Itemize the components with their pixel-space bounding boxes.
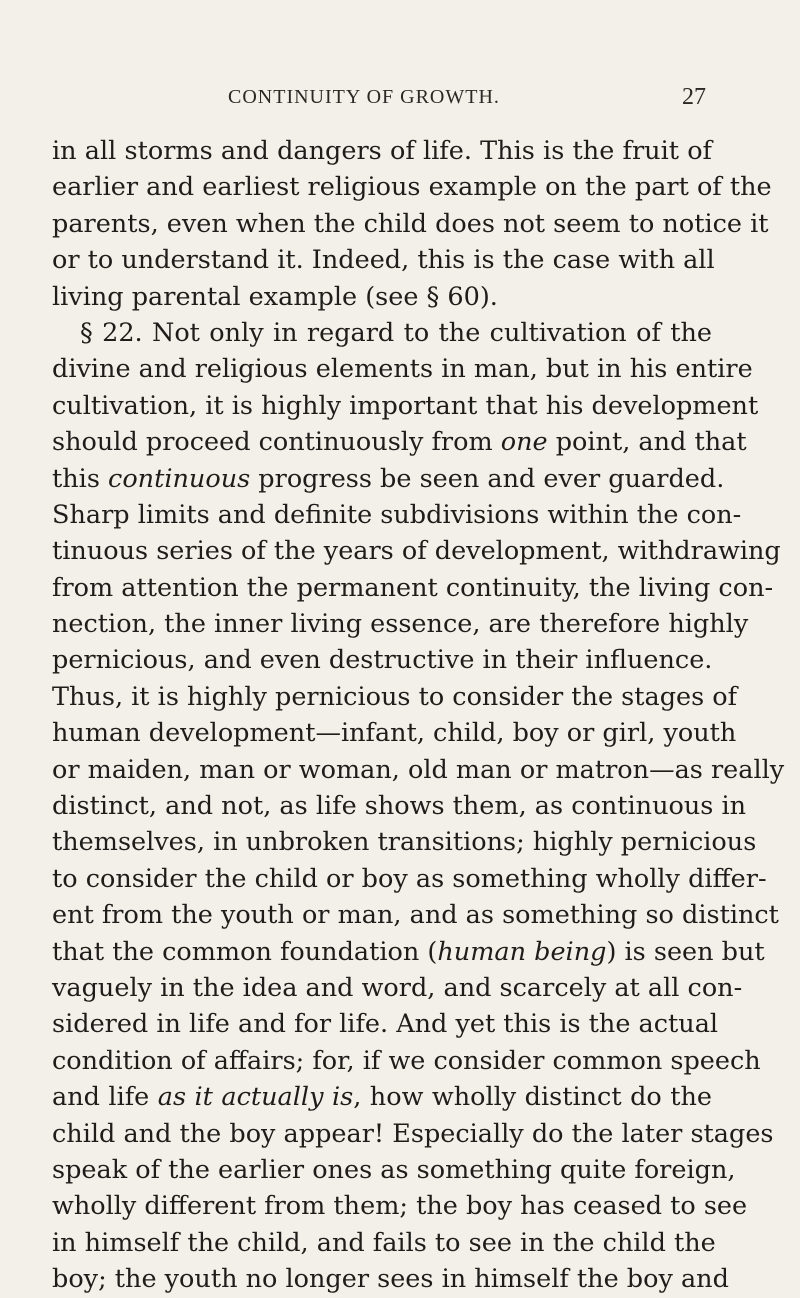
text-segment: human development—infant, child, boy or girl, youth [52, 718, 737, 749]
text-line [52, 642, 712, 678]
text-line [52, 242, 715, 278]
text-segment: from attention the permanent continuity, the living con- [52, 572, 774, 603]
text-line [52, 169, 772, 205]
text-line [52, 934, 765, 970]
text-segment: pernicious, and even destructive in their influence. [52, 645, 713, 676]
text-segment: tinuous series of the years of development, withdrawing [52, 536, 781, 567]
text-segment: vaguely in the idea and word, and scarcely at all con- [52, 972, 743, 1003]
text-line [52, 351, 753, 387]
italic-segment: as it actually is [157, 1082, 354, 1113]
text-line [52, 897, 779, 933]
text-segment: to consider the child or boy as something wholly differ- [52, 863, 767, 894]
text-segment: condition of affairs; for, if we consider common speech [52, 1045, 761, 1076]
text-segment: Thus, it is highly pernicious to consider the stages of [52, 681, 738, 712]
text-line [52, 461, 725, 497]
text-segment: ent from the youth or man, and as something so distinct [52, 900, 779, 931]
text-segment: nection, the inner living essence, are therefore highly [52, 609, 749, 640]
text-segment: or maiden, man or woman, old man or matron—as really [52, 754, 785, 785]
text-segment: , how wholly distinct do the [353, 1082, 712, 1113]
text-line [52, 1116, 774, 1152]
text-line [52, 279, 712, 315]
text-segment: that the common foundation ( [52, 936, 438, 967]
text-segment: cultivation, it is highly important that his development [52, 390, 759, 421]
text-line [52, 533, 781, 569]
body-text [52, 133, 785, 1298]
text-segment: this [52, 463, 109, 494]
text-line [52, 1043, 761, 1079]
text-segment: should proceed continuously from [52, 427, 501, 458]
text-segment: themselves, in unbroken transitions; highly pernicious [52, 827, 757, 858]
text-line [52, 424, 747, 460]
italic-segment: one [500, 427, 548, 458]
italic-segment: human being [437, 936, 607, 967]
text-line [52, 861, 767, 897]
text-line [52, 1006, 719, 1042]
text-line [52, 752, 785, 788]
text-line [52, 970, 743, 1006]
running-head [0, 86, 800, 110]
text-segment: sidered in life and for life. And yet this is the actual [52, 1009, 719, 1040]
page-number: 27 [682, 84, 706, 110]
text-segment: divine and religious elements in man, but in his entire [52, 354, 753, 385]
text-segment: living parental example (see § 60). [52, 281, 498, 312]
text-segment: ) is seen but [606, 936, 765, 967]
text-segment: in all storms and dangers of life. This is the fruit of [52, 136, 712, 166]
text-line [52, 606, 749, 642]
text-line [52, 1188, 748, 1224]
text-segment: or to understand it. Indeed, this is the case with all [52, 245, 715, 276]
text-line [52, 1225, 716, 1261]
text-line [52, 133, 712, 169]
text-line [52, 388, 759, 424]
text-segment: parents, even when the child does not seem to notice it [52, 208, 769, 239]
text-line [52, 570, 774, 606]
italic-segment: continuous [108, 463, 251, 494]
text-segment: earlier and earliest religious example on the part of the [52, 172, 772, 203]
text-line [52, 315, 712, 351]
text-line [52, 715, 737, 751]
running-title: CONTINUITY OF GROWTH. [228, 86, 500, 108]
text-line [52, 497, 742, 533]
text-segment: point, and that [547, 427, 747, 458]
text-segment: in himself the child, and fails to see in the child the [52, 1227, 716, 1258]
text-segment: and life [52, 1082, 158, 1113]
text-line [52, 206, 769, 242]
text-line [52, 679, 738, 715]
text-segment: distinct, and not, as life shows them, as continuous in [52, 791, 747, 822]
text-segment: child and the boy appear! Especially do the later stages [52, 1118, 774, 1149]
text-line [52, 824, 757, 860]
text-segment: wholly different from them; the boy has ceased to see [52, 1191, 748, 1222]
text-segment: § 22. Not only in regard to the cultivation of the [80, 317, 712, 348]
text-segment: speak of the earlier ones as something quite foreign, [52, 1154, 736, 1185]
text-segment: Sharp limits and definite subdivisions within the con- [52, 499, 742, 530]
text-line [52, 1261, 729, 1297]
text-segment: progress be seen and ever guarded. [250, 463, 725, 494]
text-segment: boy; the youth no longer sees in himself the boy and [52, 1264, 729, 1295]
text-line [52, 1079, 712, 1115]
text-line [52, 1152, 736, 1188]
text-line [52, 788, 747, 824]
